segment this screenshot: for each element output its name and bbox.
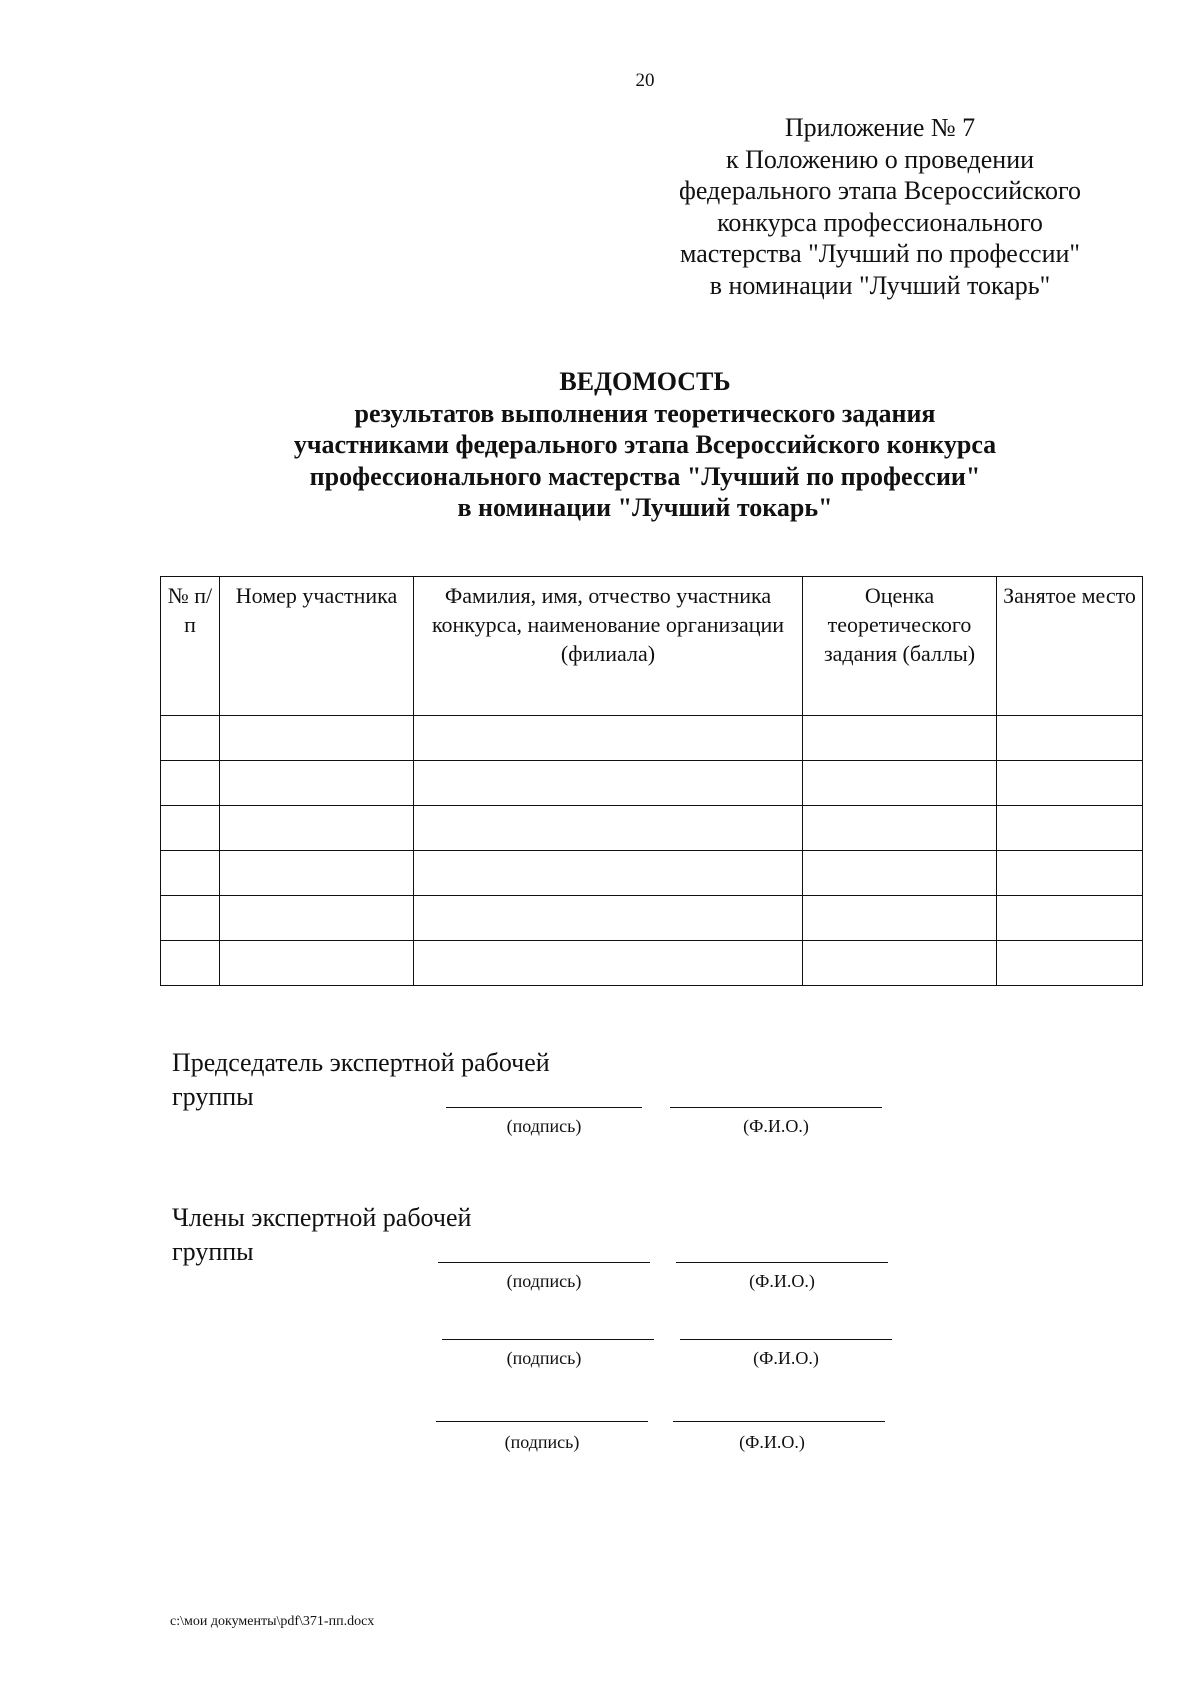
column-header-number: № п/п <box>161 577 220 716</box>
chairman-name-line <box>670 1107 882 1108</box>
column-header-participant-number: Номер участника <box>220 577 414 716</box>
table-cell <box>997 896 1143 941</box>
table-cell <box>414 761 803 806</box>
member-name-line <box>673 1421 885 1422</box>
table-cell <box>997 716 1143 761</box>
table-cell <box>161 761 220 806</box>
document-subtitle-line: профессионального мастерства "Лучший по профессии" <box>309 461 981 491</box>
document-title: ВЕДОМОСТЬ <box>559 367 731 396</box>
member-name-caption: (Ф.И.О.) <box>749 1271 815 1291</box>
column-header-score: Оценка теоретического задания (баллы) <box>803 577 997 716</box>
member-signature-caption: (подпись) <box>504 1432 580 1452</box>
table-cell <box>803 896 997 941</box>
appendix-block <box>650 112 1110 301</box>
page-number: 20 <box>635 70 655 91</box>
table-cell <box>161 806 220 851</box>
table-cell <box>997 761 1143 806</box>
member-name-caption: (Ф.И.О.) <box>739 1432 805 1452</box>
table-cell <box>803 761 997 806</box>
table-cell <box>161 716 220 761</box>
document-subtitle-line: в номинации "Лучший токарь" <box>457 493 833 522</box>
table-cell <box>161 941 220 986</box>
members-label-line2: группы <box>172 1237 254 1266</box>
results-table <box>160 576 1143 986</box>
table-cell <box>220 941 414 986</box>
table-row <box>161 851 1143 896</box>
column-header-participant-name: Фамилия, имя, отчество участника конкурса, наименование организации (филиала) <box>414 577 803 716</box>
member-name-line <box>680 1339 892 1340</box>
table-cell <box>220 806 414 851</box>
table-cell <box>997 851 1143 896</box>
table-cell <box>803 716 997 761</box>
member-signature-caption: (подпись) <box>506 1348 582 1368</box>
table-cell <box>414 896 803 941</box>
table-cell <box>220 716 414 761</box>
table-cell <box>414 941 803 986</box>
appendix-line: к Положению о проведении <box>725 144 1035 174</box>
table-body <box>161 716 1143 986</box>
document-heading <box>0 366 1200 524</box>
member-signature-line <box>438 1262 650 1263</box>
document-subtitle-line: участниками федерального этапа Всероссийского конкурса <box>293 430 997 459</box>
table-cell <box>414 806 803 851</box>
table-row <box>161 896 1143 941</box>
chairman-label-line2: группы <box>172 1082 254 1111</box>
appendix-line: мастерства "Лучший по профессии" <box>679 239 1081 268</box>
table-cell <box>803 806 997 851</box>
appendix-line: в номинации "Лучший токарь" <box>709 270 1051 300</box>
table-cell <box>414 716 803 761</box>
chairman-name-caption: (Ф.И.О.) <box>743 1116 809 1136</box>
table-cell <box>997 806 1143 851</box>
table-row <box>161 806 1143 851</box>
table-cell <box>997 941 1143 986</box>
table-cell <box>220 896 414 941</box>
chairman-signature-line <box>446 1107 642 1108</box>
table-cell <box>220 851 414 896</box>
member-signature-caption: (подпись) <box>506 1271 582 1291</box>
table-cell <box>220 761 414 806</box>
appendix-line: конкурса профессионального <box>717 207 1043 237</box>
table-cell <box>161 896 220 941</box>
member-signature-line <box>436 1421 648 1422</box>
footer-file-path: c:\мои документы\pdf\371-пп.docx <box>170 1614 375 1629</box>
appendix-line: федерального этапа Всероссийского <box>679 176 1081 205</box>
member-name-caption: (Ф.И.О.) <box>753 1348 819 1368</box>
chairman-label-line1: Председатель экспертной рабочей <box>172 1048 550 1077</box>
table-cell <box>414 851 803 896</box>
table-header-row <box>161 577 1143 716</box>
table-row <box>161 941 1143 986</box>
members-label-line1: Члены экспертной рабочей <box>172 1203 472 1232</box>
member-name-line <box>676 1262 888 1263</box>
appendix-line: Приложение № 7 <box>784 113 976 142</box>
table-cell <box>803 941 997 986</box>
document-subtitle-line: результатов выполнения теоретического задания <box>354 398 936 428</box>
member-signature-line <box>442 1339 654 1340</box>
table-row <box>161 761 1143 806</box>
table-row <box>161 716 1143 761</box>
table-cell <box>161 851 220 896</box>
column-header-place: Занятое место <box>997 577 1143 716</box>
table-cell <box>803 851 997 896</box>
chairman-signature-caption: (подпись) <box>506 1116 582 1136</box>
